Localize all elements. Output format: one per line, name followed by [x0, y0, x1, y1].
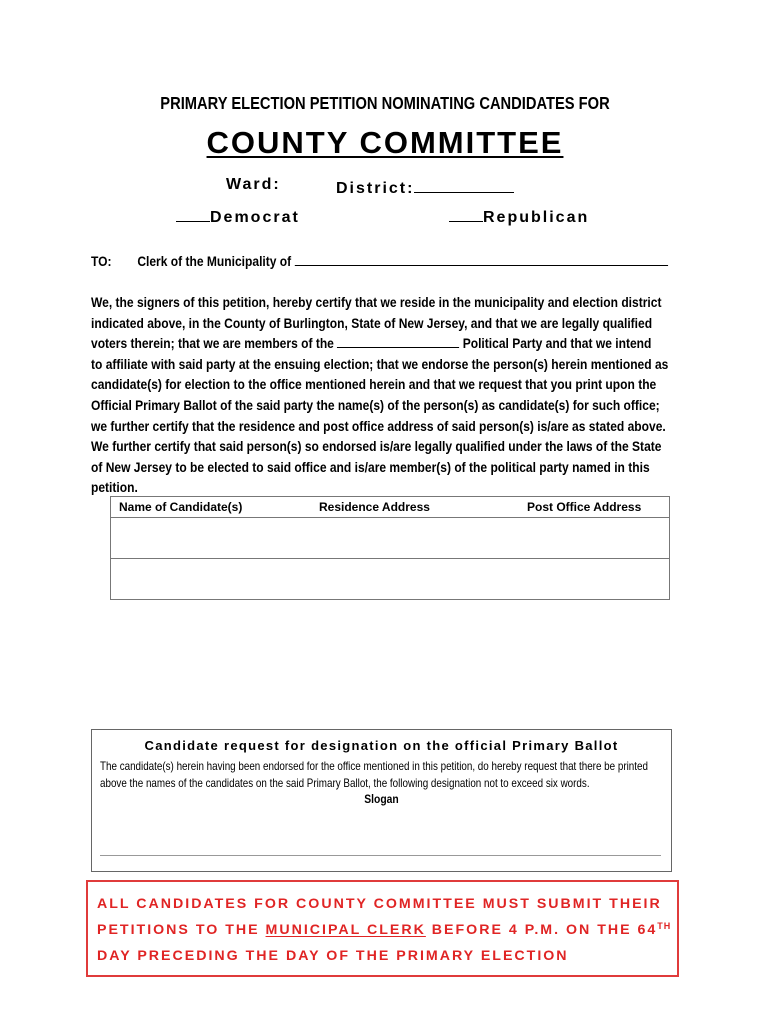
republican-checkline[interactable]	[449, 205, 483, 222]
petition-line: indicated above, in the County of Burlington, State of New Jersey, and that we are legally qualified	[91, 314, 653, 331]
petition-line: We further certify that said person(s) so endorsed is/are legally qualified under the laws of the State	[91, 438, 662, 455]
warning-part: BEFORE 4 P.M. ON THE 64	[425, 922, 658, 938]
slogan-box-text	[100, 758, 648, 792]
ward-label: Ward:	[226, 176, 281, 193]
petition-line: Official Primary Ballot of the said party the name(s) of the person(s) as candidate(s) for such office;	[91, 396, 660, 413]
municipality-blank[interactable]	[295, 252, 668, 266]
clerk-label: Clerk of the Municipality of	[137, 253, 292, 269]
candidate-table	[110, 496, 670, 600]
petition-line: of New Jersey to be elected to said office and is/are member(s) of the political party named in this	[91, 458, 650, 475]
form-title: PRIMARY ELECTION PETITION NOMINATING CANDIDATES FOR	[160, 93, 610, 113]
candidate-name-cell[interactable]	[111, 559, 312, 600]
to-line	[91, 252, 668, 269]
democrat-label: Democrat	[210, 209, 300, 226]
deadline-warning-box	[86, 880, 679, 977]
democrat-option	[176, 205, 300, 227]
slogan-label: Slogan	[364, 792, 399, 806]
petition-line-part: voters therein; that we are members of the	[91, 335, 334, 352]
warning-line	[97, 917, 671, 943]
municipal-clerk-emphasis: MUNICIPAL CLERK	[265, 922, 426, 938]
deadline-warning-text	[97, 891, 671, 969]
republican-option	[449, 205, 589, 227]
petition-line	[91, 333, 681, 354]
district-blank[interactable]	[414, 176, 514, 193]
petition-line-part: Political Party and that we intend	[462, 335, 652, 352]
col-po-header: Post Office Address	[519, 497, 670, 518]
warning-line: DAY PRECEDING THE DAY OF THE PRIMARY ELECTION	[97, 948, 569, 964]
col-residence-header: Residence Address	[311, 497, 519, 518]
table-row	[111, 518, 670, 559]
slogan-text-line: above the names of the candidates on the said Primary Ballot, the following designation not to exceed six words.	[100, 776, 590, 790]
to-label: TO:	[91, 253, 112, 269]
petition-line: We, the signers of this petition, hereby certify that we reside in the municipality and election district	[91, 294, 662, 310]
petition-paragraph	[91, 292, 681, 498]
party-blank[interactable]	[337, 334, 459, 348]
form-subtitle	[0, 125, 770, 161]
district-label: District:	[336, 180, 415, 197]
petition-line: to affiliate with said party at the ensuing election; that we endorse the person(s) herein mentioned as	[91, 355, 669, 372]
residence-cell[interactable]	[311, 559, 519, 600]
ordinal-suffix: TH	[657, 921, 672, 931]
ward-field	[226, 176, 281, 194]
county-committee-title: COUNTY COMMITTEE	[206, 125, 564, 160]
table-row	[111, 559, 670, 600]
post-office-cell[interactable]	[519, 518, 670, 559]
col-name-header: Name of Candidate(s)	[111, 497, 312, 518]
candidate-name-cell[interactable]	[111, 518, 312, 559]
republican-label: Republican	[483, 209, 590, 226]
slogan-text-line: The candidate(s) herein having been endorsed for the office mentioned in this petition, do hereby request that there be printed	[100, 759, 648, 773]
petition-line: candidate(s) for election to the office mentioned herein and that we request that you print upon the	[91, 376, 657, 393]
slogan-input-line[interactable]	[100, 855, 661, 856]
district-field	[336, 176, 514, 198]
slogan-box-title: Candidate request for designation on the official Primary Ballot	[144, 738, 619, 753]
slogan-box	[91, 729, 672, 872]
democrat-checkline[interactable]	[176, 205, 210, 222]
warning-part: PETITIONS TO THE	[97, 922, 266, 938]
residence-cell[interactable]	[311, 518, 519, 559]
post-office-cell[interactable]	[519, 559, 670, 600]
warning-line: ALL CANDIDATES FOR COUNTY COMMITTEE MUST SUBMIT THEIR	[97, 896, 662, 912]
table-header-row	[111, 497, 670, 518]
petition-line: petition.	[91, 479, 138, 496]
petition-line: we further certify that the residence and post office address of said person(s) is/are as stated above.	[91, 417, 666, 434]
